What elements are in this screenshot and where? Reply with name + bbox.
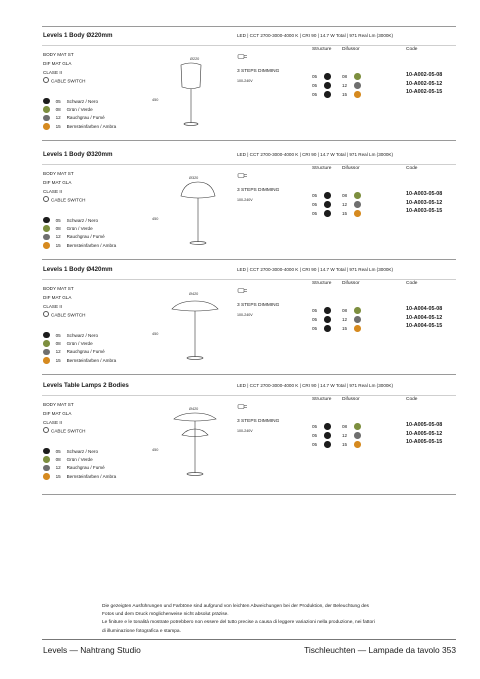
class-label: CLASE II	[43, 69, 62, 75]
lamp-drawing	[169, 299, 221, 370]
finish-label: Bernsteinfarben / Ambra	[66, 242, 117, 248]
footer-divider	[42, 639, 456, 640]
class-label: CLASE II	[43, 419, 62, 425]
code-list	[406, 71, 442, 97]
diffusor-swatch-icon	[354, 316, 361, 323]
lamp-drawing	[176, 180, 220, 255]
finish-swatch-icon	[43, 234, 50, 241]
structure-swatch-icon	[324, 432, 331, 439]
finish-label: Schwarz / Nero	[66, 217, 98, 223]
section-inner-divider	[42, 279, 456, 280]
disclaimer	[102, 603, 462, 636]
structure-code: 05	[312, 432, 318, 438]
finish-row	[43, 472, 116, 480]
plug-icon	[237, 166, 249, 184]
finish-code: 08	[55, 226, 61, 232]
structure-row	[312, 423, 331, 430]
finish-row	[43, 447, 116, 455]
finish-row	[43, 339, 116, 347]
diffusor-header: Difussor	[342, 281, 360, 286]
diffusor-row	[342, 73, 361, 80]
diffusor-row	[342, 423, 361, 430]
finish-code: 12	[55, 234, 61, 240]
finish-swatch-icon	[43, 225, 50, 232]
material-list	[43, 51, 85, 86]
finish-code: 12	[55, 349, 61, 355]
diffusor-row	[342, 82, 361, 89]
diffusor-code: 08	[342, 423, 348, 429]
cable-switch-label: CABLE SWITCH	[51, 197, 86, 203]
finish-code: 05	[55, 98, 61, 104]
structure-row	[312, 91, 331, 98]
article-code: 10-A003-05-12	[406, 199, 443, 206]
lamp-drawing	[171, 61, 211, 136]
article-code: 10-A004-05-08	[406, 306, 443, 312]
disclaimer-line: di illuminazione fotografica e stampa.	[102, 628, 181, 634]
finish-code: 08	[55, 107, 61, 113]
diffusor-swatch-icon	[354, 441, 361, 448]
structure-swatch-icon	[324, 82, 331, 89]
structure-row	[312, 192, 331, 199]
diffusor-swatch-icon	[354, 91, 361, 98]
diffusor-swatch-icon	[354, 82, 361, 89]
diffusor-code: 12	[342, 201, 348, 207]
diffusor-swatch-icon	[354, 423, 361, 430]
diffusor-row	[342, 441, 361, 448]
structure-row	[312, 316, 331, 323]
structure-row	[312, 307, 331, 314]
section-title: Levels 1 Body Ø420mm	[43, 266, 113, 273]
diffusor-swatch-icon	[354, 73, 361, 80]
section-spec: LED | CCT 2700-3000-4000 K | CRI 90 | 14.7 W Total | 971 Real Lm (3000K)	[237, 267, 394, 272]
finish-code: 08	[55, 457, 61, 463]
plug-icon	[237, 397, 249, 415]
structure-row	[312, 201, 331, 208]
code-header: Code	[406, 281, 418, 286]
section-inner-divider	[42, 45, 456, 46]
finish-row	[43, 224, 116, 232]
structure-header: Structure	[312, 281, 332, 286]
finish-row	[43, 241, 116, 249]
code-header: Code	[406, 47, 418, 52]
finish-label: Rauchgrau / Fumé	[66, 349, 105, 355]
structure-header: Structure	[312, 47, 332, 52]
structure-swatch-icon	[324, 73, 331, 80]
article-code: 10-A004-05-12	[406, 314, 443, 321]
structure-code: 05	[312, 423, 318, 429]
voltage-label: 100-240V	[237, 198, 253, 202]
diffusor-swatch-icon	[354, 325, 361, 332]
finish-swatch-icon	[43, 473, 50, 480]
section-divider	[42, 374, 456, 375]
diffuser-material: DIF MAT GLA	[43, 294, 72, 300]
diffusor-code: 08	[342, 73, 348, 79]
disclaimer-line: Le finiture e le tonalità mostrate potrebbero non essere del tutto precise a causa di leggere variazioni nella produzione, nei fattori	[102, 620, 375, 626]
section-spec: LED | CCT 2700-3000-4000 K | CRI 90 | 14.7 W Total | 971 Real Lm (3000K)	[237, 152, 394, 157]
section-title: Levels Table Lamps 2 Bodies	[43, 382, 129, 389]
class-label: CLASE II	[43, 188, 62, 194]
class-label: CLASE II	[43, 303, 62, 309]
voltage-label: 100-240V	[237, 429, 253, 433]
material-list	[43, 401, 85, 436]
structure-swatch-icon	[324, 325, 331, 332]
diffusor-row	[342, 210, 361, 217]
switch-icon	[43, 196, 49, 202]
switch-icon	[43, 311, 49, 317]
diffusor-row	[342, 201, 361, 208]
finish-code: 05	[55, 217, 61, 223]
diffusor-row	[342, 432, 361, 439]
structure-code: 05	[312, 192, 318, 198]
finish-label: Bernsteinfarben / Ambra	[66, 357, 117, 363]
finish-swatch-icon	[43, 456, 50, 463]
disclaimer-line: Fotos und dem Druck möglicherweise nicht absolut präzise.	[102, 612, 229, 618]
article-code: 10-A004-05-15	[406, 323, 443, 330]
article-code: 10-A002-05-12	[406, 80, 443, 87]
finish-list	[43, 216, 116, 250]
structure-header: Structure	[312, 397, 332, 402]
product-section	[0, 27, 480, 142]
structure-swatch-icon	[324, 91, 331, 98]
section-divider	[42, 259, 456, 260]
finish-label: Grün / Verde	[66, 457, 93, 463]
section-divider	[42, 494, 456, 495]
structure-code: 05	[312, 325, 318, 331]
article-code: 10-A002-05-08	[406, 72, 443, 78]
structure-row	[312, 432, 331, 439]
footer-left: Levels — Nahtrang Studio	[43, 645, 141, 655]
structure-code: 05	[312, 210, 318, 216]
finish-swatch-icon	[43, 349, 50, 356]
diffusor-swatch-icon	[354, 432, 361, 439]
finish-swatch-icon	[43, 332, 50, 339]
article-code: 10-A003-05-08	[406, 191, 443, 197]
diffusor-header: Difussor	[342, 397, 360, 402]
article-code: 10-A005-05-08	[406, 422, 443, 428]
finish-code: 15	[55, 357, 61, 363]
finish-row	[43, 105, 116, 113]
finish-code: 08	[55, 341, 61, 347]
structure-row	[312, 82, 331, 89]
diffusor-code: 15	[342, 210, 348, 216]
body-material: BODY MAT ST	[43, 52, 74, 57]
finish-swatch-icon	[43, 98, 50, 105]
cable-switch	[43, 196, 85, 205]
finish-swatch-icon	[43, 217, 50, 224]
diffusor-row	[342, 307, 361, 314]
section-divider	[42, 140, 456, 141]
voltage-label: 100-240V	[237, 79, 253, 83]
finish-swatch-icon	[43, 123, 50, 130]
dimming-label: 3 STEPS DIMMING	[237, 303, 280, 308]
cable-switch	[43, 427, 85, 436]
code-list	[406, 190, 442, 216]
disclaimer-line: Die gezeigten Ausführungen und Farbtöne sind aufgrund von leichten Abweichungen bei der Produktion, der Beleuchtung des	[102, 604, 369, 609]
structure-swatch-icon	[324, 201, 331, 208]
section-title: Levels 1 Body Ø320mm	[43, 151, 113, 158]
article-code: 10-A003-05-15	[406, 208, 443, 215]
diffuser-material: DIF MAT GLA	[43, 179, 72, 185]
cable-switch	[43, 77, 85, 86]
height-label: 450	[152, 98, 159, 102]
finish-list	[43, 331, 116, 365]
diffusor-code: 15	[342, 91, 348, 97]
structure-code: 05	[312, 201, 318, 207]
structure-code: 05	[312, 73, 318, 79]
section-inner-divider	[42, 164, 456, 165]
diffusor-code: 12	[342, 432, 348, 438]
structure-row	[312, 325, 331, 332]
switch-icon	[43, 77, 49, 83]
footer-right: Tischleuchten — Lampade da tavolo 353	[304, 645, 456, 655]
finish-code: 15	[55, 123, 61, 129]
diffusor-code: 08	[342, 307, 348, 313]
body-material: BODY MAT ST	[43, 286, 74, 291]
finish-row	[43, 348, 116, 356]
section-spec: LED | CCT 2700-3000-4000 K | CRI 90 | 14.7 W Total | 971 Real Lm (3000K)	[237, 33, 394, 38]
structure-swatch-icon	[324, 210, 331, 217]
diffusor-row	[342, 192, 361, 199]
finish-swatch-icon	[43, 115, 50, 122]
code-list	[406, 421, 442, 447]
diffusor-row	[342, 325, 361, 332]
finish-row	[43, 97, 116, 105]
finish-swatch-icon	[43, 106, 50, 113]
product-section	[0, 261, 480, 376]
structure-swatch-icon	[324, 423, 331, 430]
material-list	[43, 285, 85, 320]
height-label: 450	[152, 217, 159, 221]
diffusor-code: 12	[342, 316, 348, 322]
section-inner-divider	[42, 395, 456, 396]
structure-code: 05	[312, 82, 318, 88]
diameter-label: Ø420	[189, 292, 199, 296]
finish-code: 05	[55, 448, 61, 454]
diffusor-row	[342, 316, 361, 323]
code-list	[406, 305, 442, 331]
finish-code: 15	[55, 242, 61, 248]
structure-swatch-icon	[324, 192, 331, 199]
structure-swatch-icon	[324, 441, 331, 448]
diameter-label: Ø420	[189, 407, 199, 411]
finish-code: 15	[55, 473, 61, 479]
diffuser-material: DIF MAT GLA	[43, 410, 72, 416]
finish-swatch-icon	[43, 340, 50, 347]
structure-code: 05	[312, 307, 318, 313]
structure-code: 05	[312, 441, 318, 447]
finish-row	[43, 356, 116, 364]
finish-label: Bernsteinfarben / Ambra	[66, 473, 117, 479]
product-section	[0, 377, 480, 492]
finish-code: 12	[55, 115, 61, 121]
code-header: Code	[406, 166, 418, 171]
finish-label: Schwarz / Nero	[66, 98, 98, 104]
finish-list	[43, 97, 116, 131]
structure-code: 05	[312, 316, 318, 322]
diameter-label: Ø220	[190, 57, 200, 61]
dimming-label: 3 STEPS DIMMING	[237, 419, 280, 424]
code-header: Code	[406, 397, 418, 402]
structure-row	[312, 73, 331, 80]
diffusor-swatch-icon	[354, 201, 361, 208]
structure-swatch-icon	[324, 316, 331, 323]
finish-row	[43, 331, 116, 339]
finish-swatch-icon	[43, 357, 50, 364]
finish-label: Schwarz / Nero	[66, 448, 98, 454]
article-code: 10-A005-05-12	[406, 430, 443, 437]
finish-label: Schwarz / Nero	[66, 332, 98, 338]
product-section	[0, 146, 480, 261]
body-material: BODY MAT ST	[43, 402, 74, 407]
diffusor-swatch-icon	[354, 307, 361, 314]
plug-icon	[237, 281, 249, 299]
finish-row	[43, 114, 116, 122]
diameter-label: Ø320	[189, 176, 199, 180]
diffusor-code: 15	[342, 325, 348, 331]
finish-label: Grün / Verde	[66, 341, 93, 347]
lamp-drawing	[169, 411, 221, 486]
body-material: BODY MAT ST	[43, 171, 74, 176]
finish-row	[43, 122, 116, 130]
structure-row	[312, 210, 331, 217]
dimming-label: 3 STEPS DIMMING	[237, 69, 280, 74]
finish-label: Bernsteinfarben / Ambra	[66, 123, 117, 129]
diffusor-row	[342, 91, 361, 98]
diffusor-code: 08	[342, 192, 348, 198]
finish-label: Rauchgrau / Fumé	[66, 115, 105, 121]
diffusor-code: 12	[342, 82, 348, 88]
finish-row	[43, 233, 116, 241]
voltage-label: 100-240V	[237, 313, 253, 317]
height-label: 450	[152, 448, 159, 452]
finish-code: 05	[55, 332, 61, 338]
finish-swatch-icon	[43, 242, 50, 249]
finish-code: 12	[55, 465, 61, 471]
dimming-label: 3 STEPS DIMMING	[237, 188, 280, 193]
article-code: 10-A002-05-15	[406, 89, 443, 96]
structure-code: 05	[312, 91, 318, 97]
finish-row	[43, 464, 116, 472]
diffuser-material: DIF MAT GLA	[43, 60, 72, 66]
diffusor-code: 15	[342, 441, 348, 447]
diffusor-swatch-icon	[354, 210, 361, 217]
finish-row	[43, 216, 116, 224]
cable-switch	[43, 311, 85, 320]
finish-label: Rauchgrau / Fumé	[66, 234, 105, 240]
material-list	[43, 170, 85, 205]
finish-label: Rauchgrau / Fumé	[66, 465, 105, 471]
finish-label: Grün / Verde	[66, 226, 93, 232]
article-code: 10-A005-05-15	[406, 439, 443, 446]
finish-row	[43, 455, 116, 463]
diffusor-header: Difussor	[342, 47, 360, 52]
cable-switch-label: CABLE SWITCH	[51, 428, 86, 434]
finish-swatch-icon	[43, 448, 50, 455]
section-title: Levels 1 Body Ø220mm	[43, 32, 113, 39]
structure-swatch-icon	[324, 307, 331, 314]
finish-list	[43, 447, 116, 481]
height-label: 450	[152, 332, 159, 336]
finish-label: Grün / Verde	[66, 107, 93, 113]
switch-icon	[43, 427, 49, 433]
finish-swatch-icon	[43, 465, 50, 472]
structure-header: Structure	[312, 166, 332, 171]
cable-switch-label: CABLE SWITCH	[51, 312, 86, 318]
section-spec: LED | CCT 2700-3000-4000 K | CRI 90 | 14.7 W Total | 971 Real Lm (3000K)	[237, 383, 394, 388]
cable-switch-label: CABLE SWITCH	[51, 78, 86, 84]
structure-row	[312, 441, 331, 448]
diffusor-header: Difussor	[342, 166, 360, 171]
diffusor-swatch-icon	[354, 192, 361, 199]
plug-icon	[237, 47, 249, 65]
